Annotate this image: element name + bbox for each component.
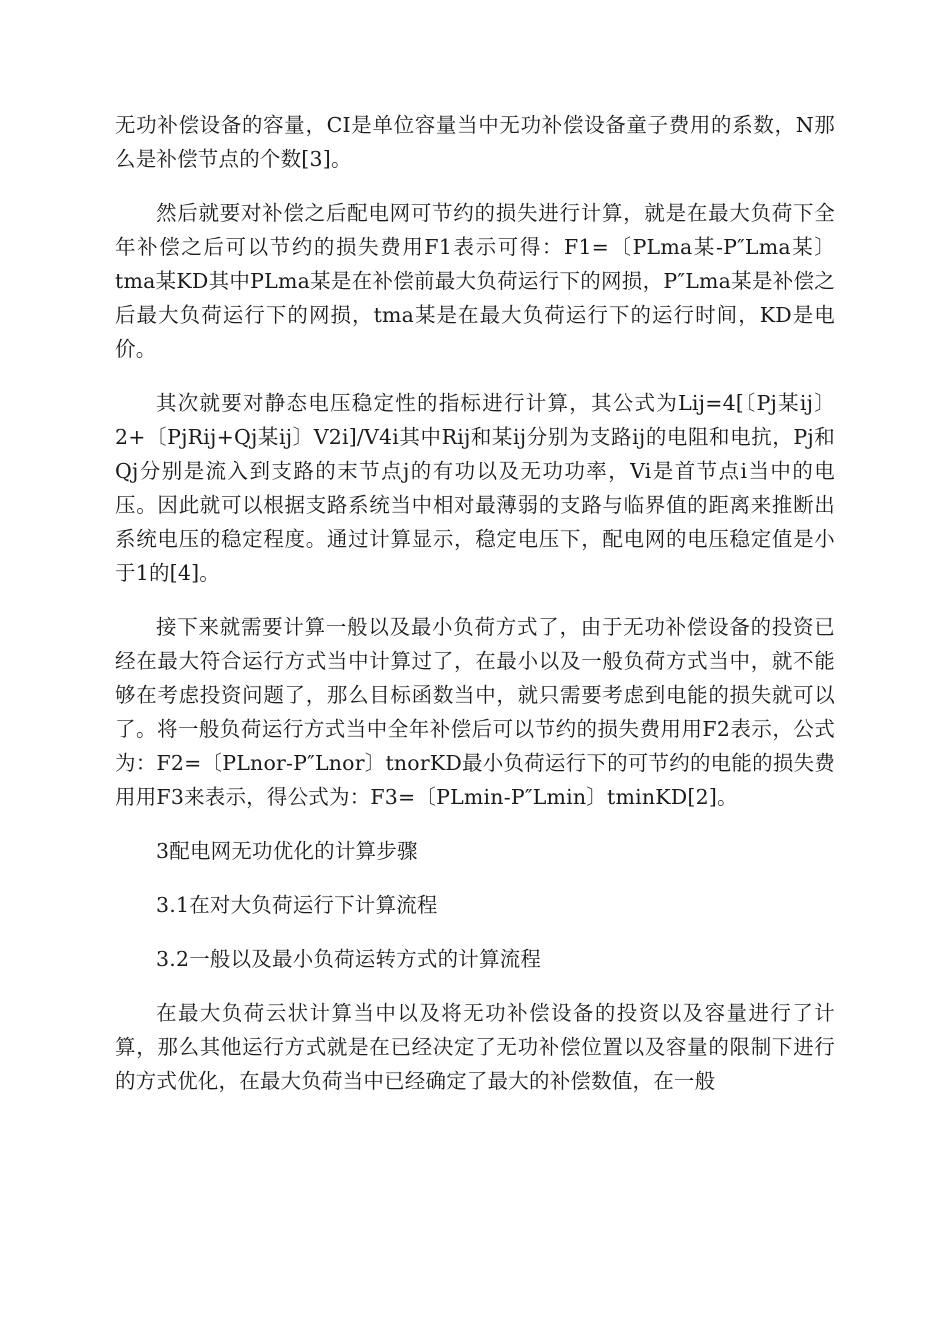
section-heading-3: 3配电网无功优化的计算步骤 [156,839,418,863]
paragraph-1: 无功补偿设备的容量，CI是单位容量当中无功补偿设备童子费用的系数，N那么是补偿节点的个数[3]。 [115,113,835,171]
subsection-heading-3-2: 3.2一般以及最小负荷运转方式的计算流程 [156,947,542,971]
paragraph-2: 然后就要对补偿之后配电网可节约的损失进行计算，就是在最大负荷下全年补偿之后可以节约的损失费用F1表示可得：F1=〔PLma某-P″Lma某〕tma某KD其中PLma某是在补偿前最大负荷运行下的网损，P″Lma某是补偿之后最大负荷运行下的网损，tma某是在最大负荷运行下的运行时间，KD是电价。 [115,201,835,361]
subsection-heading-3-1: 3.1在对大负荷运行下计算流程 [156,893,438,917]
paragraph-5: 在最大负荷云状计算当中以及将无功补偿设备的投资以及容量进行了计算，那么其他运行方式就是在已经决定了无功补偿位置以及容量的限制下进行的方式优化，在最大负荷当中已经确定了最大的补偿数值，在一般 [115,1001,835,1093]
paragraph-4: 接下来就需要计算一般以及最小负荷方式了，由于无功补偿设备的投资已经在最大符合运行方式当中计算过了，在最小以及一般负荷方式当中，就不能够在考虑投资问题了，那么目标函数当中，就只需要考虑到电能的损失就可以了。将一般负荷运行方式当中全年补偿后可以节约的损失费用用F2表示，公式为：F2=〔PLnor-P″Lnor〕tnorKD最小负荷运行下的可节约的电能的损失费用用F3来表示，得公式为：F3=〔PLmin-P″Lmin〕tminKD[2]。 [115,615,835,809]
document-page [115,108,835,1118]
paragraph-3: 其次就要对静态电压稳定性的指标进行计算，其公式为Lij=4[〔Pj某ij〕2+〔PjRij+Qj某ij〕V2i]/V4i其中Rij和某ij分别为支路ij的电阻和电抗，Pj和Qj分别是流入到支路的末节点j的有功以及无功功率，Vi是首节点i当中的电压。因此就可以根据支路系统当中相对最薄弱的支路与临界值的距离来推断出系统电压的稳定程度。通过计算显示，稳定电压下，配电网的电压稳定值是小于1的[4]。 [115,391,835,585]
